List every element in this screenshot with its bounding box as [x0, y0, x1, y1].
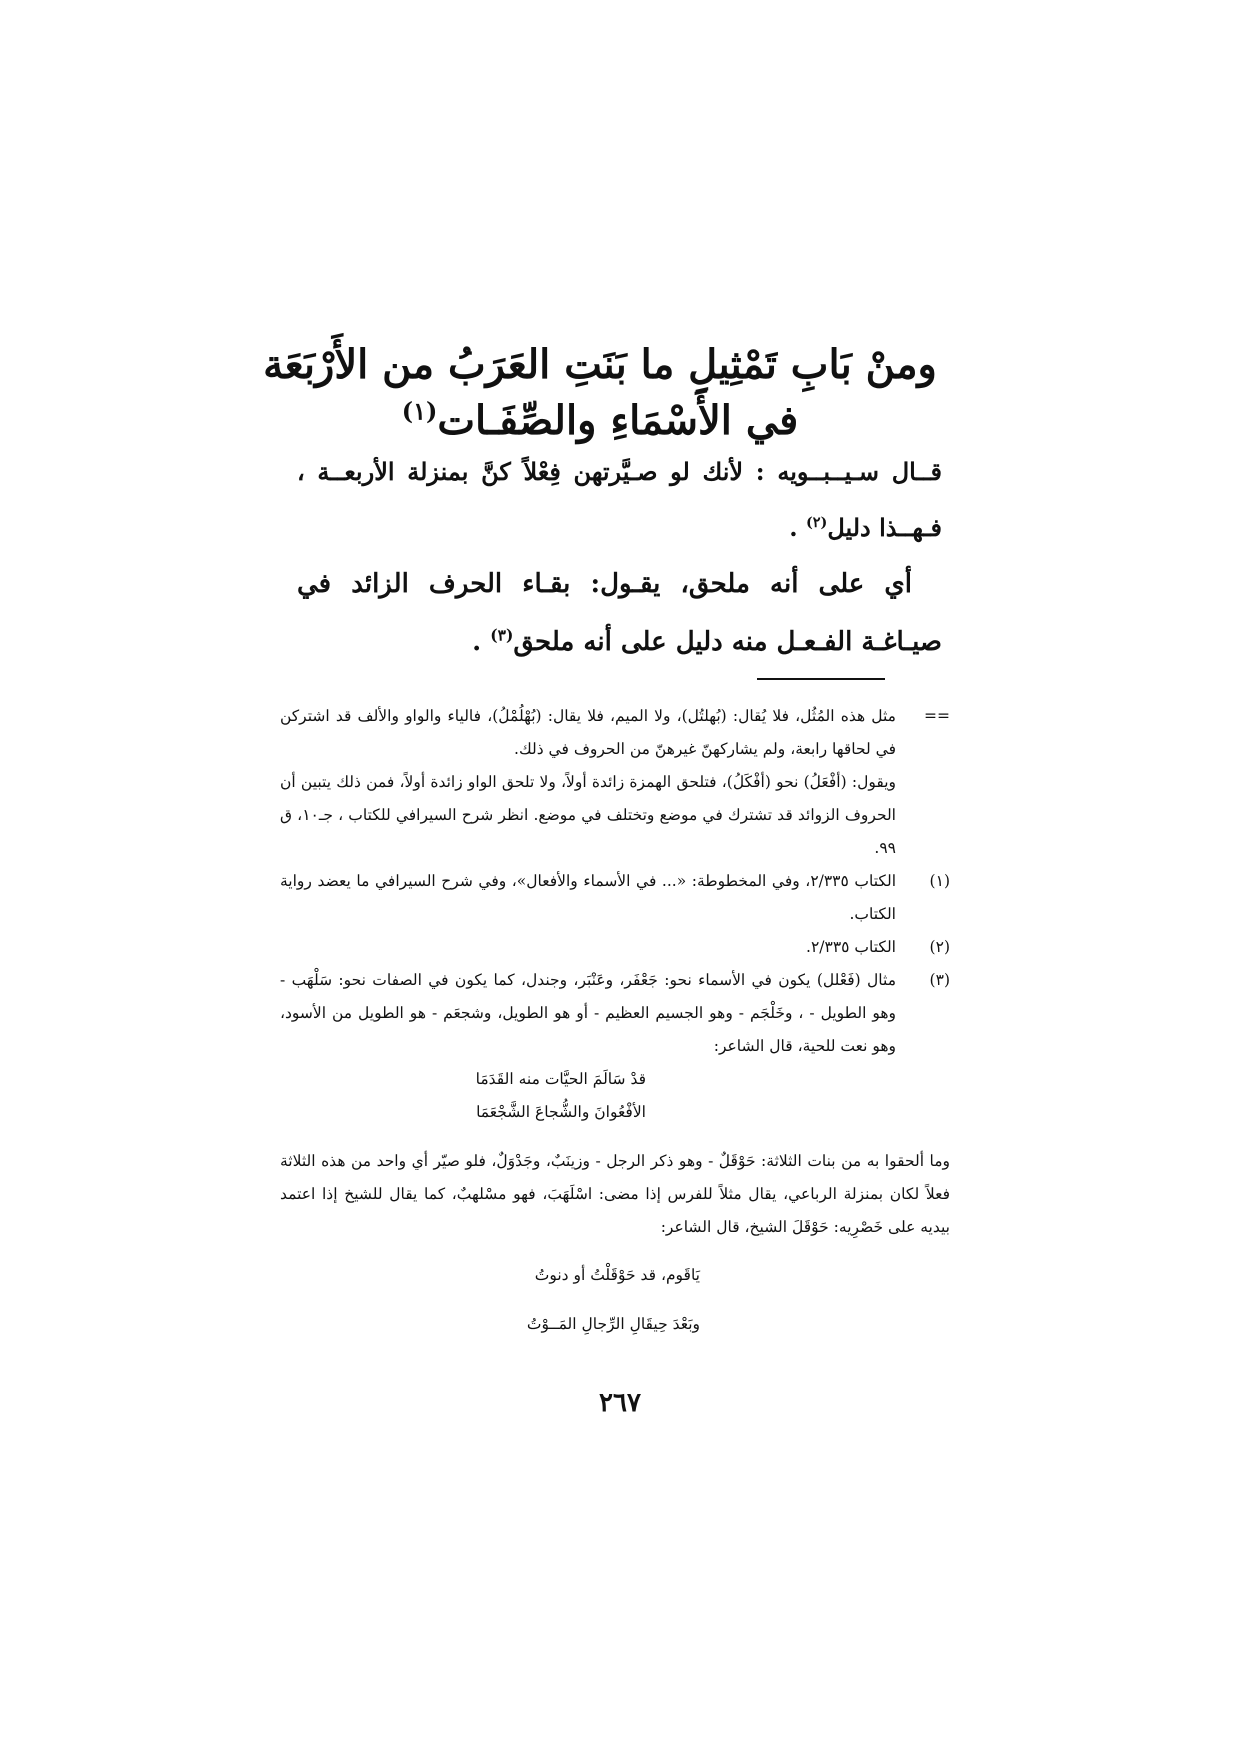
footnote-separator — [757, 678, 885, 680]
footnote-3-mark: (٣) — [929, 971, 950, 989]
paragraph-1-end: . — [789, 513, 806, 542]
paragraph-sibawayh-quote — [297, 444, 942, 556]
verse-1-line-1: قدْ سَالَمَ الحيَّات منه القَدَمَا — [475, 1070, 646, 1088]
footnote-1 — [280, 865, 950, 931]
verse-2-line-2: وبَعْدَ حِيقَالِ الرِّجالِ المَــوْتُ — [526, 1314, 700, 1333]
paragraph-1-text: قــال سـيــبــويه : لأنك لو صـيَّرتهن فِعْلاً كنَّ بمنزلة الأربعــة ، فـهــذا دليل — [297, 457, 942, 542]
footnote-2 — [280, 931, 950, 964]
footnote-2-text: الكتاب ٢/٣٣٥. — [806, 938, 896, 956]
paragraph-2-footnote-ref: (٣) — [490, 625, 514, 645]
chapter-heading — [250, 338, 950, 448]
paragraph-2-text: أي على أنه ملحق، يقـول: بقـاء الحرف الزائد في صيـاغـة الفـعـل منه دليل على أنه ملحق — [297, 569, 942, 657]
footnote-1-mark: (١) — [929, 872, 950, 890]
verse-1-line-2: الأفْعُوانَ والشُّجاعَ الشَّجْعَمَا — [476, 1103, 646, 1121]
footnote-3-text: مثال (فَعْلل) يكون في الأسماء نحو: جَعْفَر، وعَنْبَر، وجندل، كما يكون في الصفات نحو: سَلْهَب - وهو الطويل - ، وخَلْجَم - وهو الجسيم العظيم - أو هو الطويل، وشجعَم - هو الطويل من الأسود، وهو نعت للحية، قال الشاعر: — [280, 971, 896, 1055]
footnote-3 — [280, 964, 950, 1129]
heading-line-2-text: في الأَسْمَاءِ والصِّفَـات — [437, 397, 799, 444]
footnote-3-continuation — [280, 1145, 950, 1341]
page-number: ٢٦٧ — [599, 1388, 641, 1418]
continuation-line-1: مثل هذه المُثُل، فلا يُقال: (بُهلتُل)، ولا الميم، فلا يقال: (بُهْلُمْلُ)، فالياء والواو والألف قد اشتركن في لحاقها رابعة، ولم يشاركهنّ غيرهنّ من الحروف في ذلك. — [280, 707, 896, 758]
footnote-1-text: الكتاب ٢/٣٣٥، وفي المخطوطة: «... في الأسماء والأفعال»، وفي شرح السيرافي ما يعضد رواية الكتاب. — [280, 872, 896, 923]
footnote-2-mark: (٢) — [929, 938, 950, 956]
verse-2-line-1: يَاقَوم، قد حَوْقَلْتُ أو دنوتُ — [534, 1266, 700, 1284]
paragraph-commentary — [297, 555, 942, 671]
paragraph-1-footnote-ref: (٢) — [805, 514, 828, 531]
continuation-line-2: ويقول: (أفْعَلُ) نحو (أفْكَلُ)، فتلحق الهمزة زائدة أولاً، ولا تلحق الواو زائدة أولاً، فمن ذلك يتبين أن الحروف الزوائد قد تشترك في موضع وتختلف في موضع. انظر شرح السيرافي للكتاب ، جـ١٠، ق ٩٩. — [280, 773, 896, 857]
footnote-continuation — [280, 700, 950, 865]
continuation-mark: == — [924, 707, 950, 725]
heading-line-1: ومنْ بَابِ تَمْثِيلِ ما بَنَتِ العَرَبُ من الأَرْبَعَة — [263, 341, 937, 388]
footnote-3-cont-text: وما ألحقوا به من بنات الثلاثة: حَوْقَلٌ - وهو ذكر الرجل - وزينَبٌ، وجَدْوَلٌ، فلو صيّر أي واحد من هذه الثلاثة فعلاً لكان بمنزلة الرباعي، يقال مثلاً للفرس إذا مضى: اسْلَهَبَ، فهو مسْلهبٌ، كما يقال للشيخ إذا اعتمد بيديه على خَصْرِيه: حَوْقَلَ الشيخ، قال الشاعر: — [280, 1151, 950, 1236]
heading-footnote-ref: (١) — [401, 396, 438, 426]
heading-line-2 — [250, 394, 950, 448]
footnotes — [280, 700, 950, 1356]
paragraph-2-end: . — [472, 627, 491, 657]
